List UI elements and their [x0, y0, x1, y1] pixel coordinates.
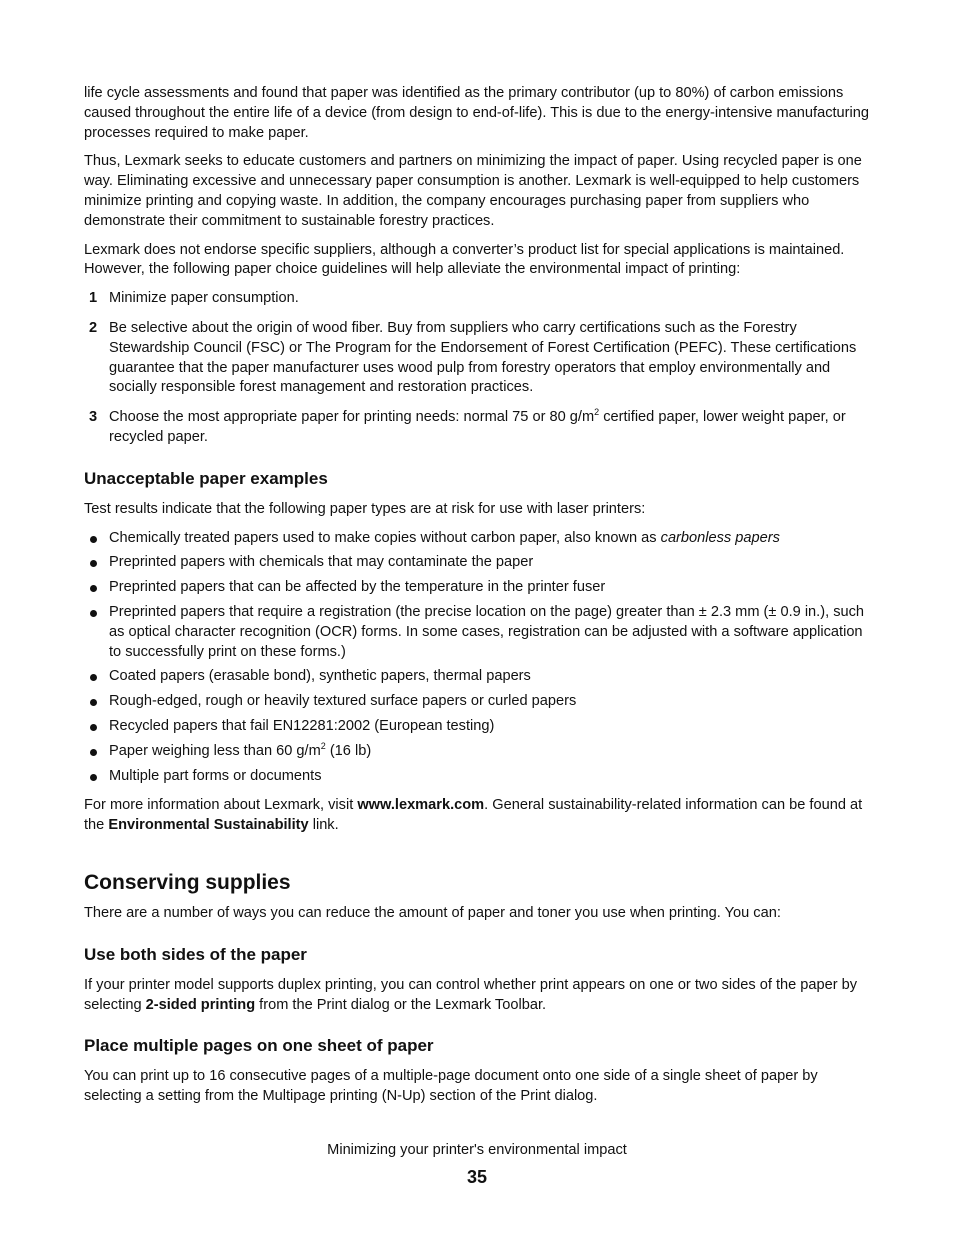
- conserving-heading: Conserving supplies: [84, 870, 291, 894]
- lexmark-link[interactable]: www.lexmark.com: [357, 797, 485, 814]
- intro-paragraph-3: Lexmark does not endorse specific suppliers, although a converter’s product list for special applications is maintained. However, the following paper choice guidelines will help alleviate the environmental impact of printing:: [84, 241, 845, 278]
- document-body: [84, 84, 872, 1116]
- unacceptable-list: [84, 529, 872, 787]
- list-item: [84, 578, 872, 598]
- list-item: [84, 553, 872, 573]
- more-info-paragraph: [84, 796, 872, 836]
- italic-term: carbonless papers: [660, 529, 780, 546]
- list-text: Recycled papers that fail EN12281:2002 (European testing): [109, 717, 495, 734]
- page-number: 35: [466, 1167, 488, 1187]
- bullet-icon: [90, 674, 97, 681]
- list-text: Choose the most appropriate paper for printing needs: normal 75 or 80 g/m: [109, 409, 595, 426]
- multiple-pages-paragraph: You can print up to 16 consecutive pages of a multiple-page document onto one side of a single sheet of paper by selecting a setting from the Multipage printing (N-Up) section of the Print dialog.: [84, 1068, 818, 1105]
- list-text: Preprinted papers that can be affected by the temperature in the printer fuser: [109, 579, 606, 596]
- list-item: [84, 742, 872, 762]
- text-run: . General sustainability-related information can be found at the: [84, 797, 863, 834]
- list-text: Multiple part forms or documents: [109, 767, 322, 784]
- text-run: For more information about Lexmark, visit: [84, 797, 358, 814]
- text-run: If your printer model supports duplex printing, you can control whether print appears on one or two sides of the paper by selecting: [84, 976, 858, 1013]
- intro-paragraph-2: Thus, Lexmark seeks to educate customers and partners on minimizing the impact of paper. Using recycled paper is one way. Eliminating excessive and unnecessary paper consumption is another. Lexmark is well-equipped to help customers minimize printing and copying waste. In addition, the company encourages purchasing paper from suppliers who demonstrate their commitment to sustainable forestry practices.: [84, 153, 862, 229]
- text-run: link.: [308, 817, 339, 834]
- bullet-icon: [90, 610, 97, 617]
- intro-paragraph-1: life cycle assessments and found that paper was identified as the primary contributor (up to 80%) of carbon emissions caused throughout the entire life of a device (from design to end-of-life). This is due to the energy-intensive manufacturing processes required to make paper.: [84, 85, 869, 141]
- list-number: 1: [89, 290, 98, 307]
- list-item: [84, 289, 872, 309]
- list-number: 3: [89, 409, 98, 426]
- sustainability-link[interactable]: Environmental Sustainability: [108, 817, 309, 834]
- guidelines-list: [84, 289, 872, 448]
- list-text: Rough-edged, rough or heavily textured surface papers or curled papers: [109, 693, 577, 710]
- list-item: [84, 319, 872, 398]
- list-text: Preprinted papers with chemicals that may contaminate the paper: [109, 554, 534, 571]
- list-text: Coated papers (erasable bond), synthetic papers, thermal papers: [109, 668, 531, 685]
- superscript: 2: [594, 407, 600, 418]
- list-text: Preprinted papers that require a registration (the precise location on the page) greater than ± 2.3 mm (± 0.9 in.), such as optical character recognition (OCR) forms. In some cases, registration can be adjusted with a software application to successfully print on these forms.): [109, 603, 865, 660]
- list-text: (16 lb): [325, 742, 372, 759]
- list-text: Chemically treated papers used to make copies without carbon paper, also known as: [109, 529, 661, 546]
- bullet-icon: [90, 536, 97, 543]
- list-item: [84, 767, 872, 787]
- conserving-intro: There are a number of ways you can reduce the amount of paper and toner you use when printing. You can:: [84, 904, 781, 921]
- list-item: [84, 408, 872, 448]
- list-item: [84, 717, 872, 737]
- list-text: certified paper, lower weight paper, or recycled paper.: [109, 409, 846, 445]
- bullet-icon: [90, 774, 97, 781]
- footer-title: Minimizing your printer's environmental impact: [327, 1142, 627, 1158]
- text-run: from the Print dialog or the Lexmark Toolbar.: [255, 996, 547, 1013]
- list-item: [84, 692, 872, 712]
- bullet-icon: [90, 724, 97, 731]
- list-text: Minimize paper consumption.: [109, 290, 299, 307]
- both-sides-paragraph: [84, 976, 872, 1016]
- bold-term: 2-sided printing: [145, 996, 256, 1013]
- bullet-icon: [90, 585, 97, 592]
- unacceptable-intro: Test results indicate that the following paper types are at risk for use with laser printers:: [84, 500, 646, 517]
- list-item: [84, 529, 872, 549]
- multiple-pages-heading: Place multiple pages on one sheet of paper: [84, 1036, 434, 1056]
- bullet-icon: [90, 560, 97, 567]
- both-sides-heading: Use both sides of the paper: [84, 944, 307, 964]
- bullet-icon: [90, 749, 97, 756]
- list-item: [84, 667, 872, 687]
- list-text: Paper weighing less than 60 g/m: [109, 742, 321, 759]
- list-item: [84, 603, 872, 662]
- superscript: 2: [320, 740, 326, 751]
- list-text: Be selective about the origin of wood fiber. Buy from suppliers who carry certifications such as the Forestry Stewardship Council (FSC) or The Program for the Endorsement of Forest Certification (PEFC). These certifications guarantee that the paper manufacturer uses wood pulp from forestry operators that employ environmentally and socially responsible forest management and restoration practices.: [109, 319, 857, 396]
- list-number: 2: [89, 319, 98, 336]
- unacceptable-heading: Unacceptable paper examples: [84, 468, 328, 488]
- bullet-icon: [90, 699, 97, 706]
